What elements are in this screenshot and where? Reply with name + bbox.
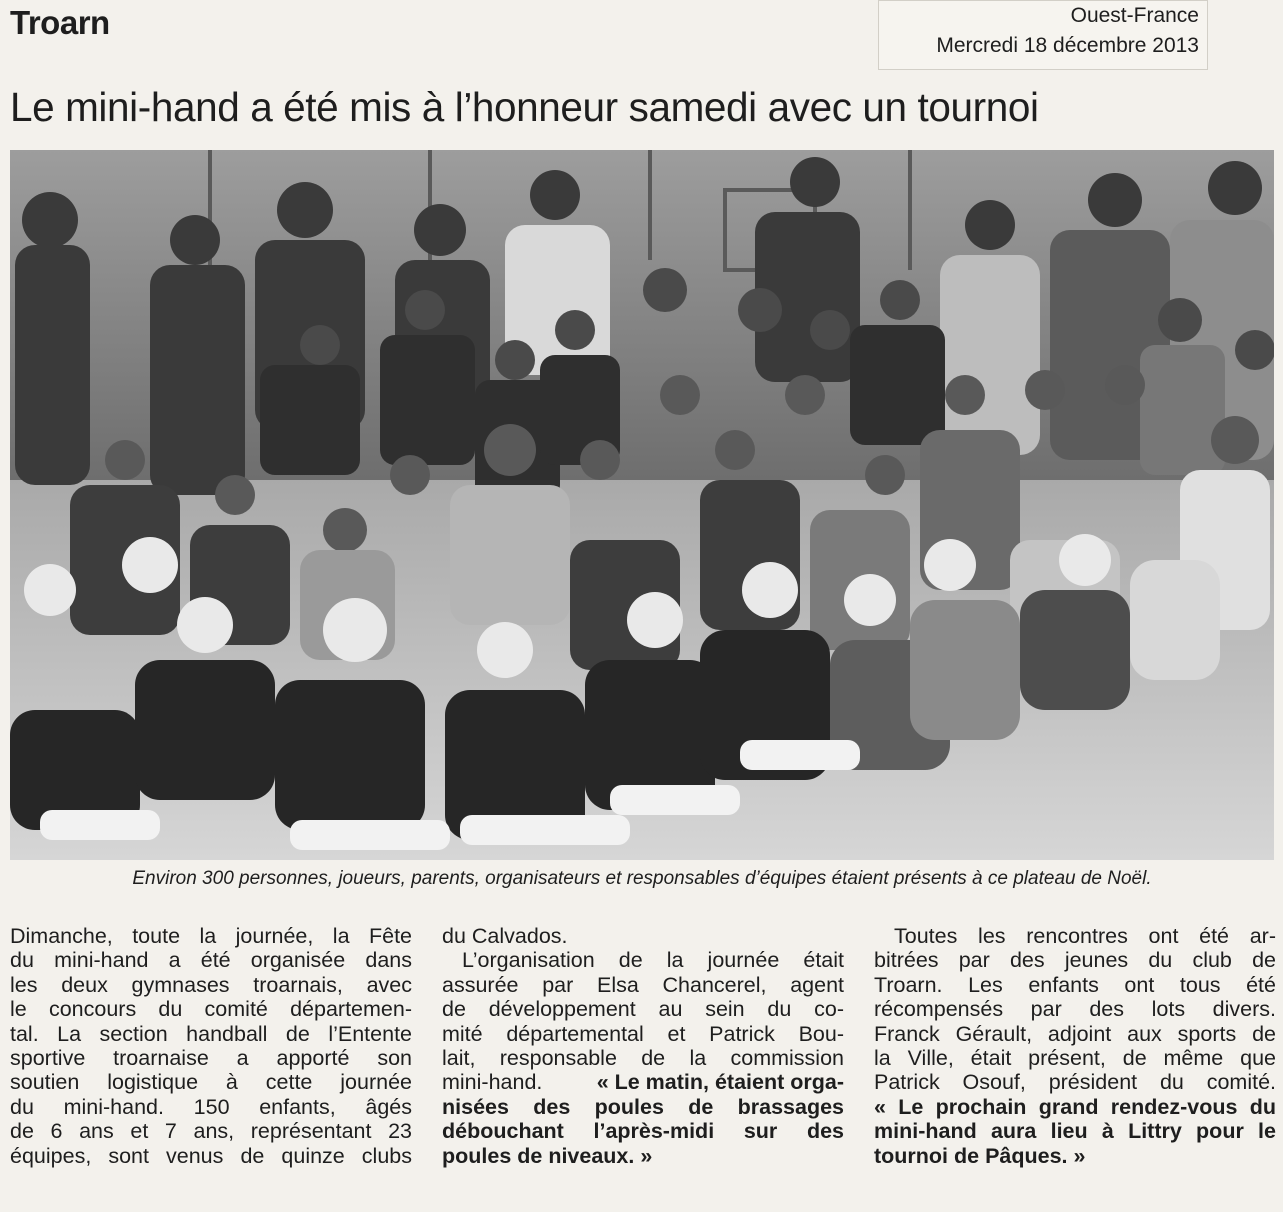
article-line: Patrick Osouf, président du comité. xyxy=(874,1070,1276,1095)
article-line: du Calvados. xyxy=(442,924,568,948)
source-box xyxy=(878,0,1208,70)
article-text: mini-hand. xyxy=(442,1070,543,1095)
article-line: Dimanche, toute la journée, la Fête xyxy=(10,924,412,948)
article-line xyxy=(442,1070,844,1094)
article-line: Toutes les rencontres ont été ar- xyxy=(894,924,1276,948)
article-line: récompensés par des lots divers. xyxy=(874,997,1276,1022)
article-line: bitrées par des jeunes du club de xyxy=(874,948,1276,973)
newspaper-name: Ouest-France xyxy=(1070,4,1199,27)
article-line: équipes, sont venus de quinze clubs xyxy=(10,1143,412,1168)
article-line: sportive troarnaise a apporté son xyxy=(10,1046,412,1071)
article-line: lait, responsable de la commission xyxy=(442,1046,844,1071)
photo-caption: Environ 300 personnes, joueurs, parents, organisateurs et responsables d’équipes étaient présents à ce plateau de Noël. xyxy=(132,868,1152,889)
article-quote: « Le matin, étaient orga- xyxy=(596,1070,844,1095)
article-line: L’organisation de la journée était xyxy=(462,948,844,973)
article-line: du mini-hand. 150 enfants, âgés xyxy=(10,1094,412,1119)
headline: Le mini-hand a été mis à l’honneur samedi avec un tournoi xyxy=(10,84,1039,130)
article-line: mité départemental et Patrick Bou- xyxy=(442,1021,844,1046)
article-line: Troarn. Les enfants ont tous été xyxy=(874,972,1276,997)
article-line: tal. La section handball de l’Entente xyxy=(10,1021,412,1046)
article-quote: débouchant l’après-midi sur des xyxy=(442,1119,844,1144)
team-photo xyxy=(10,150,1274,860)
article-line: de 6 ans et 7 ans, représentant 23 xyxy=(10,1119,412,1144)
publication-date: Mercredi 18 décembre 2013 xyxy=(936,34,1199,57)
article-line: le concours du comité départemen- xyxy=(10,997,412,1022)
article-line: les deux gymnases troarnais, avec xyxy=(10,972,412,997)
article-quote: tournoi de Pâques. » xyxy=(874,1143,1086,1168)
team-photo-image xyxy=(10,150,1274,860)
article-quote: nisées des poules de brassages xyxy=(442,1094,844,1119)
article-quote: « Le prochain grand rendez-vous du xyxy=(874,1094,1276,1119)
article-line: soutien logistique à cette journée xyxy=(10,1070,412,1095)
article-line: du mini-hand a été organisée dans xyxy=(10,948,412,973)
article-line: Franck Gérault, adjoint aux sports de xyxy=(874,1021,1276,1046)
article-column-1 xyxy=(10,924,412,1168)
article-column-2 xyxy=(442,924,844,1168)
article-line: la Ville, était présent, de même que xyxy=(874,1046,1276,1071)
article-line: de développement au sein du co- xyxy=(442,997,844,1022)
article-quote: poules de niveaux. » xyxy=(442,1143,653,1168)
section-label: Troarn xyxy=(10,4,110,41)
article-quote: mini-hand aura lieu à Littry pour le xyxy=(874,1119,1276,1144)
article-column-3 xyxy=(874,924,1276,1168)
article-line: assurée par Elsa Chancerel, agent xyxy=(442,972,844,997)
